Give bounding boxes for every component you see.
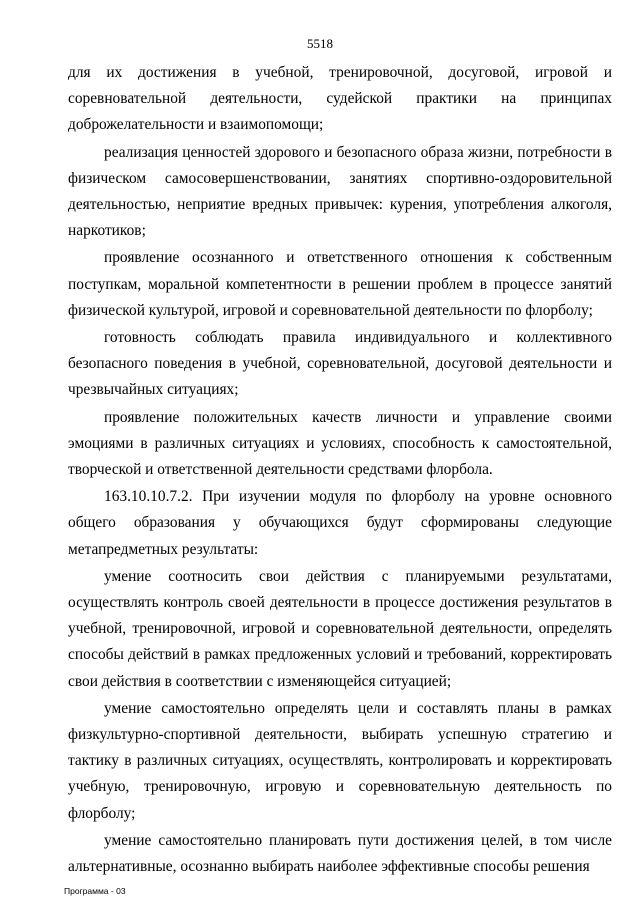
paragraph: проявление положительных качеств личности и управление своими эмоциями в различных ситуациях и условиях, способность к самостоятельной, творческой и ответственной деятельности средствами флорбола. [68, 408, 612, 479]
paragraph: умение самостоятельно определять цели и составлять планы в рамках физкультурно-спортивной деятельности, выбирать успешную стратегию и тактику в различных ситуациях, осуществлять, контролировать и корректировать учебную, тренировочную, игровую и соревновательную деятельность по флорболу; [68, 699, 612, 822]
paragraph: реализация ценностей здорового и безопасного образа жизни, потребности в физическом самосовершенствовании, занятиях спортивно-оздоровительной деятельностью, неприятие вредных привычек: курения, употребления алкоголя, наркотиков; [68, 143, 612, 240]
paragraph: готовность соблюдать правила индивидуального и коллективного безопасного поведения в учебной, соревновательной, досуговой деятельности и чрезвычайных ситуациях; [68, 329, 612, 399]
footer-label: Программа - 03 [64, 886, 126, 896]
paragraph: для их достижения в учебной, тренировочной, досуговой, игровой и соревновательной деятельности, судейской практики на принципах доброжелательности и взаимопомощи; [68, 64, 612, 134]
paragraph: проявление осознанного и ответственного отношения к собственным поступкам, моральной компетентности в решении проблем в процессе занятий физической культурой, игровой и соревновательной деятельности по флорболу; [68, 249, 612, 319]
paragraph: умение самостоятельно планировать пути достижения целей, в том числе альтернативные, осознанно выбирать наиболее эффективные способы решения [68, 831, 612, 876]
page-number: 5518 [307, 36, 333, 51]
document-body [68, 60, 612, 881]
paragraph: умение соотносить свои действия с планируемыми результатами, осуществлять контроль своей деятельности в процессе достижения результатов в учебной, тренировочной, игровой и соревновательной деятельности, определять способы действий в рамках предложенных условий и требований, корректировать свои действия в соответствии с изменяющейся ситуацией; [68, 567, 612, 690]
paragraph: 163.10.10.7.2. При изучении модуля по флорболу на уровне основного общего образования у обучающихся будут сформированы следующие метапредметных результаты: [68, 488, 612, 558]
